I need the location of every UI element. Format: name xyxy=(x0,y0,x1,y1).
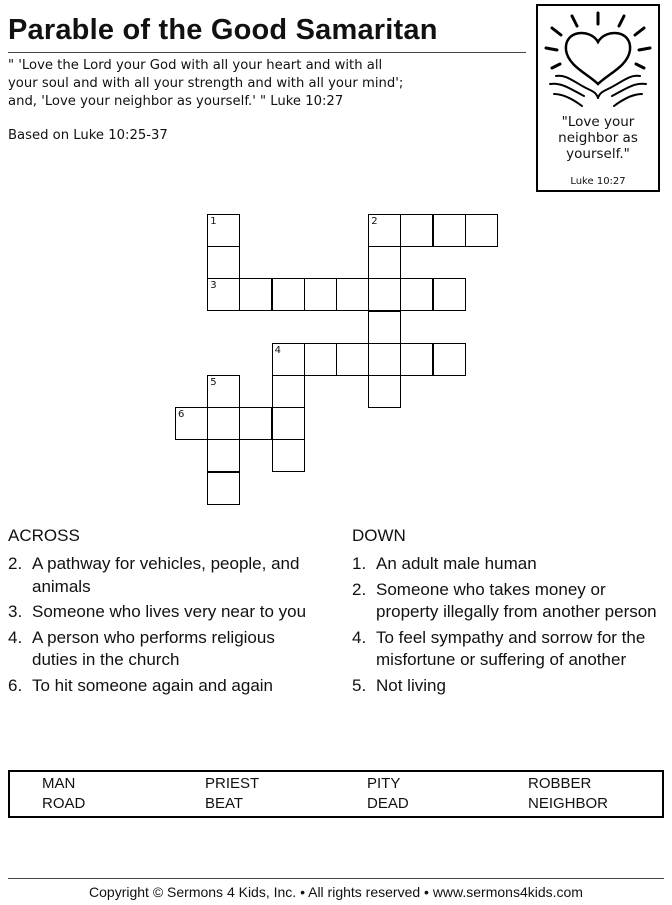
crossword-cell[interactable] xyxy=(207,407,240,440)
crossword-cell[interactable] xyxy=(272,343,305,376)
copyright-footer: Copyright © Sermons 4 Kids, Inc. • All rights reserved • www.sermons4kids.com xyxy=(89,884,583,900)
clue-number: 2 xyxy=(371,216,378,227)
crossword-cell[interactable] xyxy=(336,343,369,376)
crossword-cell[interactable] xyxy=(207,439,240,472)
clue-number: 6. xyxy=(8,675,23,695)
clue-text: A pathway for vehicles, people, and animals xyxy=(32,554,300,596)
word-bank-item: NEIGHBOR xyxy=(528,795,609,812)
word-bank-item: ROAD xyxy=(42,795,86,812)
clue-text: Someone who lives very near to you xyxy=(32,602,307,621)
word-bank-item: BEAT xyxy=(205,795,244,812)
down-clue xyxy=(352,553,662,576)
clue-number: 1 xyxy=(210,216,217,227)
heart-in-hands-icon xyxy=(542,10,654,110)
verse-badge xyxy=(536,4,660,192)
clue-number: 4 xyxy=(274,344,281,356)
clue-number: 2. xyxy=(8,554,23,573)
across-clue xyxy=(8,553,318,598)
down-clue xyxy=(352,627,662,672)
clue-number: 6 xyxy=(178,409,185,421)
clue-text: Not living xyxy=(376,675,446,695)
word-bank-item: DEAD xyxy=(367,795,409,812)
word-bank-item: ROBBER xyxy=(528,775,592,792)
crossword-cell[interactable] xyxy=(400,343,433,376)
crossword-cell[interactable] xyxy=(304,343,337,376)
crossword-cell[interactable] xyxy=(175,407,208,440)
clue-number: 1. xyxy=(352,554,367,573)
crossword-cell[interactable] xyxy=(239,278,272,311)
crossword-cell[interactable] xyxy=(272,278,305,311)
down-clue xyxy=(352,579,662,624)
crossword-cell[interactable] xyxy=(207,278,240,311)
word-bank-item: PITY xyxy=(367,775,401,792)
across-heading: ACROSS xyxy=(8,526,80,545)
crossword-cell[interactable] xyxy=(368,214,401,247)
crossword-cell[interactable] xyxy=(400,214,433,247)
clue-text: To feel sympathy and sorrow for the misfortune or suffering of another xyxy=(376,627,646,669)
crossword-cell[interactable] xyxy=(207,214,240,247)
based-on-text: Based on Luke 10:25-37 xyxy=(8,128,168,143)
crossword-cell[interactable] xyxy=(400,278,433,311)
clue-number: 5. xyxy=(352,675,367,695)
clue-text: An adult male human xyxy=(376,554,537,573)
down-clue xyxy=(352,675,662,698)
clue-number: 5 xyxy=(210,377,217,388)
crossword-cell[interactable] xyxy=(433,214,466,247)
footer-divider xyxy=(8,878,664,879)
crossword-cell[interactable] xyxy=(368,311,401,344)
word-bank xyxy=(8,770,664,818)
clue-text: A person who performs religious duties in the church xyxy=(32,627,275,669)
crossword-cell[interactable] xyxy=(465,214,498,247)
clue-number: 3 xyxy=(210,280,217,292)
crossword-cell[interactable] xyxy=(272,439,305,472)
crossword-cell[interactable] xyxy=(207,375,240,408)
clue-number: 2. xyxy=(352,579,367,599)
clue-text: To hit someone again and again xyxy=(32,675,274,695)
crossword-cell[interactable] xyxy=(368,278,401,311)
across-clue xyxy=(8,601,318,624)
clue-number: 4. xyxy=(8,627,23,647)
clue-text: Someone who takes money or property illegally from another person xyxy=(376,579,657,621)
crossword-cell[interactable] xyxy=(368,246,401,279)
crossword-cell[interactable] xyxy=(368,375,401,408)
crossword-cell[interactable] xyxy=(336,278,369,311)
crossword-cell[interactable] xyxy=(272,407,305,440)
crossword-cell[interactable] xyxy=(207,472,240,505)
clue-number: 3. xyxy=(8,602,23,621)
word-bank-item: PRIEST xyxy=(205,775,260,792)
badge-verse: "Love your neighbor as yourself." xyxy=(558,114,638,162)
across-clue xyxy=(8,675,318,698)
down-clues xyxy=(352,553,662,700)
clue-number: 4. xyxy=(352,627,367,647)
crossword-cell[interactable] xyxy=(304,278,337,311)
badge-reference: Luke 10:27 xyxy=(570,176,626,187)
word-bank-item: MAN xyxy=(42,775,76,792)
title-divider xyxy=(8,52,526,53)
across-clues xyxy=(8,553,318,700)
across-clue xyxy=(8,627,318,672)
page-title: Parable of the Good Samaritan xyxy=(8,14,438,46)
crossword-cell[interactable] xyxy=(433,278,466,311)
scripture-quote: " 'Love the Lord your God with all your heart and with all your soul and with all your strength and with all your mind'; and, 'Love your neighbor as yourself.' " Luke 10:27 xyxy=(8,58,404,109)
crossword-cell[interactable] xyxy=(239,407,272,440)
crossword-cell[interactable] xyxy=(368,343,401,376)
crossword-cell[interactable] xyxy=(272,375,305,408)
down-heading: DOWN xyxy=(352,526,406,545)
crossword-cell[interactable] xyxy=(433,343,466,376)
crossword-cell[interactable] xyxy=(207,246,240,279)
